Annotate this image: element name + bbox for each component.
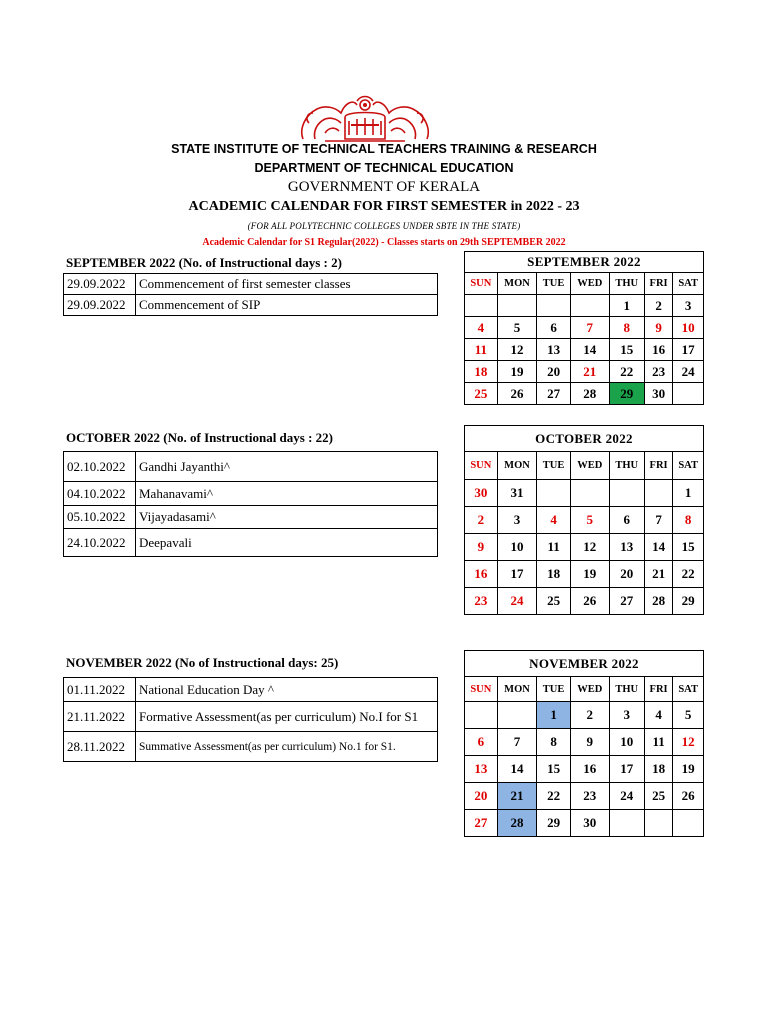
calendar-day: 28 [644,588,672,615]
calendar-empty-cell [644,810,672,837]
calendar-empty-cell [537,480,571,507]
calendar-day: 26 [673,783,704,810]
calendar-title: SEPTEMBER 2022 [465,252,704,273]
weekday-thu: THU [609,273,644,295]
table-row [64,482,438,506]
calendar-week-row [465,534,704,561]
department-name: DEPARTMENT OF TECHNICAL EDUCATION [254,161,514,175]
november-calendar [464,650,704,837]
weekday-fri: FRI [644,677,672,702]
calendar-day: 18 [465,361,498,383]
calendar-title: NOVEMBER 2022 [465,651,704,677]
calendar-title: OCTOBER 2022 [465,426,704,452]
event-description: Commencement of first semester classes [136,274,438,295]
event-description: Vijayadasami^ [136,506,438,529]
event-date: 01.11.2022 [64,678,136,702]
calendar-day: 22 [537,783,571,810]
calendar-day: 14 [570,339,609,361]
event-description: Mahanavami^ [136,482,438,506]
calendar-day: 15 [537,756,571,783]
weekday-sat: SAT [673,273,704,295]
calendar-day: 13 [465,756,498,783]
calendar-day: 4 [644,702,672,729]
calendar-day: 5 [497,317,537,339]
calendar-day: 12 [570,534,609,561]
weekday-wed: WED [570,452,609,480]
calendar-day: 25 [465,383,498,405]
weekday-sun: SUN [465,677,498,702]
calendar-day: 17 [497,561,537,588]
event-description: Summative Assessment(as per curriculum) No.1 for S1. [136,732,438,762]
event-date: 21.11.2022 [64,702,136,732]
calendar-day: 21 [497,783,537,810]
kerala-emblem-icon [295,93,435,145]
calendar-day: 13 [609,534,644,561]
weekday-mon: MON [497,452,537,480]
weekday-tue: TUE [537,452,571,480]
calendar-day: 5 [673,702,704,729]
calendar-day: 23 [465,588,498,615]
calendar-day: 16 [570,756,609,783]
calendar-day: 18 [644,756,672,783]
calendar-day: 4 [537,507,571,534]
weekday-header-row [465,677,704,702]
calendar-empty-cell [497,295,537,317]
calendar-week-row [465,588,704,615]
table-row [64,678,438,702]
weekday-mon: MON [497,273,537,295]
calendar-day: 14 [497,756,537,783]
weekday-mon: MON [497,677,537,702]
table-row [64,295,438,316]
calendar-day: 28 [570,383,609,405]
calendar-day: 12 [497,339,537,361]
calendar-day: 9 [644,317,672,339]
calendar-day: 14 [644,534,672,561]
calendar-day: 22 [609,361,644,383]
calendar-day: 29 [673,588,704,615]
event-description: Commencement of SIP [136,295,438,316]
calendar-day: 24 [609,783,644,810]
calendar-day: 11 [644,729,672,756]
september-section-title: SEPTEMBER 2022 (No. of Instructional days : 2) [66,255,342,270]
calendar-week-row [465,702,704,729]
calendar-week-row [465,295,704,317]
calendar-week-row [465,339,704,361]
calendar-day: 10 [609,729,644,756]
calendar-day: 30 [644,383,672,405]
weekday-fri: FRI [644,452,672,480]
event-date: 04.10.2022 [64,482,136,506]
calendar-day: 11 [465,339,498,361]
calendar-day: 18 [537,561,571,588]
calendar-day: 12 [673,729,704,756]
weekday-sun: SUN [465,452,498,480]
calendar-day: 3 [609,702,644,729]
calendar-day: 2 [570,702,609,729]
calendar-day: 8 [673,507,704,534]
calendar-day: 29 [609,383,644,405]
november-events-table [63,677,438,762]
calendar-day: 13 [537,339,571,361]
calendar-day: 24 [673,361,704,383]
event-date: 29.09.2022 [64,274,136,295]
event-description: Deepavali [136,529,438,557]
calendar-empty-cell [570,480,609,507]
table-row [64,702,438,732]
calendar-day: 7 [570,317,609,339]
calendar-day: 19 [497,361,537,383]
calendar-empty-cell [497,702,537,729]
calendar-day: 20 [609,561,644,588]
calendar-day: 16 [644,339,672,361]
calendar-empty-cell [465,295,498,317]
weekday-header-row [465,452,704,480]
weekday-tue: TUE [537,273,571,295]
calendar-day: 19 [673,756,704,783]
government-name: GOVERNMENT OF KERALA [287,179,481,195]
table-row [64,506,438,529]
calendar-day: 1 [609,295,644,317]
calendar-week-row [465,317,704,339]
calendar-day: 27 [465,810,498,837]
calendar-day: 23 [644,361,672,383]
calendar-week-row [465,383,704,405]
calendar-day: 19 [570,561,609,588]
calendar-day: 26 [497,383,537,405]
calendar-day: 8 [609,317,644,339]
october-calendar [464,425,704,615]
calendar-day: 29 [537,810,571,837]
calendar-day: 31 [497,480,537,507]
calendar-day: 21 [570,361,609,383]
calendar-empty-cell [609,810,644,837]
event-date: 28.11.2022 [64,732,136,762]
weekday-fri: FRI [644,273,672,295]
event-description: National Education Day ^ [136,678,438,702]
table-row [64,274,438,295]
calendar-empty-cell [673,383,704,405]
calendar-title: ACADEMIC CALENDAR FOR FIRST SEMESTER in 2022 - 23 [188,199,580,214]
calendar-week-row [465,729,704,756]
calendar-empty-cell [644,480,672,507]
calendar-day: 1 [673,480,704,507]
calendar-day: 17 [609,756,644,783]
event-date: 05.10.2022 [64,506,136,529]
november-section-title: NOVEMBER 2022 (No of Instructional days: 25) [66,655,339,670]
event-description: Formative Assessment(as per curriculum) No.I for S1 [136,702,438,732]
calendar-day: 3 [497,507,537,534]
calendar-day: 11 [537,534,571,561]
calendar-week-row [465,361,704,383]
calendar-day: 21 [644,561,672,588]
calendar-day: 30 [570,810,609,837]
calendar-day: 28 [497,810,537,837]
calendar-week-row [465,507,704,534]
calendar-week-row [465,810,704,837]
calendar-day: 15 [609,339,644,361]
calendar-day: 6 [537,317,571,339]
weekday-thu: THU [609,452,644,480]
calendar-empty-cell [609,480,644,507]
calendar-week-row [465,480,704,507]
weekday-sat: SAT [673,452,704,480]
calendar-empty-cell [673,810,704,837]
calendar-day: 10 [673,317,704,339]
event-date: 02.10.2022 [64,452,136,482]
calendar-day: 26 [570,588,609,615]
weekday-header-row [465,273,704,295]
calendar-day: 2 [644,295,672,317]
calendar-day: 1 [537,702,571,729]
table-row [64,452,438,482]
calendar-day: 6 [609,507,644,534]
september-calendar [464,251,704,405]
calendar-day: 17 [673,339,704,361]
calendar-day: 25 [537,588,571,615]
calendar-empty-cell [570,295,609,317]
calendar-day: 6 [465,729,498,756]
calendar-day: 24 [497,588,537,615]
weekday-sat: SAT [673,677,704,702]
calendar-day: 22 [673,561,704,588]
calendar-week-row [465,756,704,783]
calendar-day: 16 [465,561,498,588]
calendar-day: 27 [537,383,571,405]
table-row [64,529,438,557]
event-date: 29.09.2022 [64,295,136,316]
calendar-day: 4 [465,317,498,339]
calendar-day: 9 [570,729,609,756]
weekday-sun: SUN [465,273,498,295]
calendar-day: 25 [644,783,672,810]
weekday-tue: TUE [537,677,571,702]
table-row [64,732,438,762]
october-events-table [63,451,438,557]
calendar-day: 2 [465,507,498,534]
calendar-empty-cell [537,295,571,317]
institute-name: STATE INSTITUTE OF TECHNICAL TEACHERS TRAINING & RESEARCH [171,142,597,156]
calendar-day: 3 [673,295,704,317]
calendar-day: 7 [497,729,537,756]
calendar-week-row [465,561,704,588]
october-section-title: OCTOBER 2022 (No. of Instructional days : 22) [66,430,334,445]
scope-note: (FOR ALL POLYTECHNIC COLLEGES UNDER SBTE IN THE STATE) [247,221,521,231]
calendar-day: 27 [609,588,644,615]
september-events-table [63,273,438,316]
calendar-day: 20 [465,783,498,810]
weekday-wed: WED [570,273,609,295]
calendar-day: 5 [570,507,609,534]
weekday-thu: THU [609,677,644,702]
weekday-wed: WED [570,677,609,702]
calendar-day: 23 [570,783,609,810]
calendar-day: 7 [644,507,672,534]
calendar-day: 8 [537,729,571,756]
calendar-week-row [465,783,704,810]
calendar-day: 20 [537,361,571,383]
event-description: Gandhi Jayanthi^ [136,452,438,482]
calendar-empty-cell [465,702,498,729]
calendar-day: 9 [465,534,498,561]
class-start-notice: Academic Calendar for S1 Regular(2022) - Classes starts on 29th SEPTEMBER 2022 [202,237,566,248]
calendar-day: 10 [497,534,537,561]
calendar-day: 15 [673,534,704,561]
calendar-day: 30 [465,480,498,507]
event-date: 24.10.2022 [64,529,136,557]
